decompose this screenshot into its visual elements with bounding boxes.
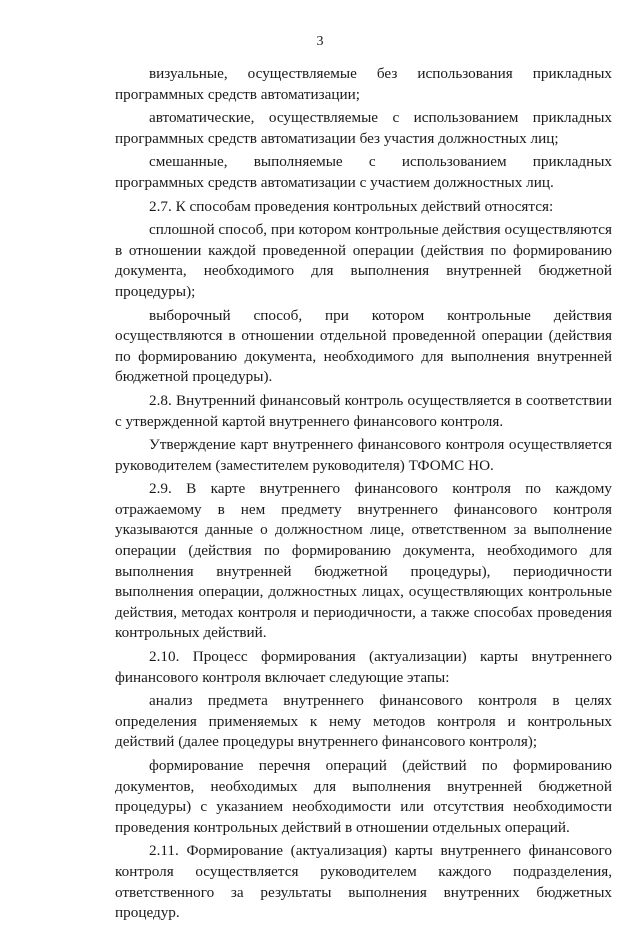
paragraph-2-10: 2.10. Процесс формирования (актуализации) карты внутреннего финансового контроля включает следующие этапы: xyxy=(115,648,612,686)
page-number: 3 xyxy=(316,34,324,49)
document-body xyxy=(115,64,612,927)
paragraph-operations-list-stage: формирование перечня операций (действий по формированию документов, необходимых для выполнения внутренней бюджетной процедуры) с указанием необходимости или отсутствия необходимости проведения контрольных действий в отношении отдельных операций. xyxy=(115,757,612,836)
paragraph-2-7: 2.7. К способам проведения контрольных действий относятся: xyxy=(149,197,554,215)
paragraph-2-8: 2.8. Внутренний финансовый контроль осуществляется в соответствии с утвержденной картой внутреннего финансового контроля. xyxy=(115,391,612,430)
paragraph-selective-method: выборочный способ, при котором контрольные действия осуществляются в отношении отдельной проведенной операции (действия по формированию документа, необходимого для выполнения внутренней бюджетной процедуры). xyxy=(115,306,612,386)
paragraph-analysis-stage: анализ предмета внутреннего финансового контроля в целях определения применяемых к нему методов контроля и контрольных действий (далее процедуры внутреннего финансового контроля); xyxy=(115,692,612,751)
paragraph-2-11: 2.11. Формирование (актуализация) карты внутреннего финансового контроля осуществляется руководителем каждого подразделения, ответственного за результаты выполнения внутренних бюджетных процедур. xyxy=(115,842,612,922)
paragraph-visual-methods: визуальные, осуществляемые без использования прикладных программных средств автоматизации; xyxy=(115,65,612,103)
paragraph-map-approval: Утверждение карт внутреннего финансового контроля осуществляется руководителем (заместителем руководителя) ТФОМС НО. xyxy=(115,436,612,474)
paragraph-automatic-methods: автоматические, осуществляемые с использованием прикладных программных средств автоматизации без участия должностных лиц; xyxy=(115,109,612,147)
paragraph-continuous-method: сплошной способ, при котором контрольные действия осуществляются в отношении каждой проведенной операции (действия по формированию документа, необходимого для выполнения внутренней бюджетной процедуры); xyxy=(115,221,612,300)
paragraph-2-9: 2.9. В карте внутреннего финансового контроля по каждому отражаемому в нем предмету внутреннего финансового контроля указываются данные о должностном лице, ответственном за выполнение операции (действия по формированию документа, необходимого для выполнения внутренней бюджетной процедуры), периодичности выполнения операции, должностных лицах, осуществляющих контрольные действия, методах контроля и периодичности, а также способах проведения контрольных действий. xyxy=(115,480,612,642)
paragraph-mixed-methods: смешанные, выполняемые с использованием прикладных программных средств автоматизации с участием должностных лиц. xyxy=(115,153,612,191)
